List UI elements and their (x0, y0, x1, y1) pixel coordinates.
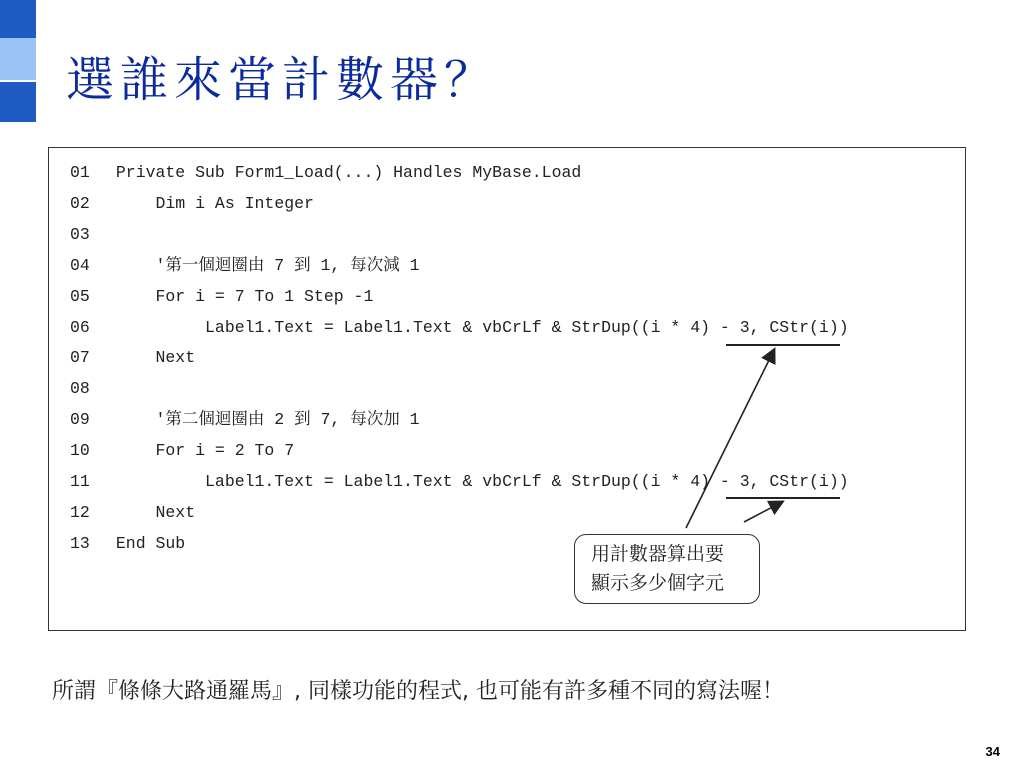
callout-line-1: 用計數器算出要 (591, 543, 725, 565)
code-text: Next (106, 348, 196, 368)
code-text: Next (106, 502, 196, 522)
code-text: '第一個迴圈由 7 到 1, 每次減 1 (106, 255, 420, 275)
code-text: End Sub (106, 533, 186, 553)
line-number: 07 (70, 348, 90, 368)
code-text: For i = 2 To 7 (106, 441, 295, 461)
arrow-to-line-06 (686, 350, 774, 528)
line-number: 02 (70, 193, 90, 213)
slide-title: 選誰來當計數器？ (66, 52, 499, 108)
arrow-to-line-11 (744, 502, 782, 522)
line-number: 10 (70, 441, 90, 461)
code-text: Private Sub Form1_Load(...) Handles MyBase.Load (106, 163, 582, 182)
code-text: For i = 7 To 1 Step -1 (106, 286, 374, 306)
line-number: 12 (70, 502, 90, 522)
line-number: 04 (70, 255, 90, 275)
code-text: '第二個迴圈由 2 到 7, 每次加 1 (106, 410, 420, 430)
code-text: Dim i As Integer (106, 193, 314, 213)
line-number: 09 (70, 410, 90, 430)
line-number: 03 (70, 224, 90, 244)
callout-box (574, 534, 760, 604)
line-number: 05 (70, 286, 90, 306)
code-text: Label1.Text = Label1.Text & vbCrLf & StrDup((i * 4) - 3, CStr(i)) (106, 472, 849, 491)
callout-line-2: 顯示多少個字元 (591, 572, 725, 594)
code-text: Label1.Text = Label1.Text & vbCrLf & StrDup((i * 4) - 3, CStr(i)) (106, 317, 849, 337)
line-number: 11 (70, 472, 90, 491)
line-number: 06 (70, 317, 90, 337)
footer-note: 所謂『條條大路通羅馬』, 同樣功能的程式, 也可能有許多種不同的寫法喔！ (52, 679, 784, 704)
page-number: 34 (985, 744, 1000, 759)
line-number: 13 (70, 533, 90, 553)
line-number: 08 (70, 379, 90, 399)
line-number: 01 (70, 163, 90, 182)
